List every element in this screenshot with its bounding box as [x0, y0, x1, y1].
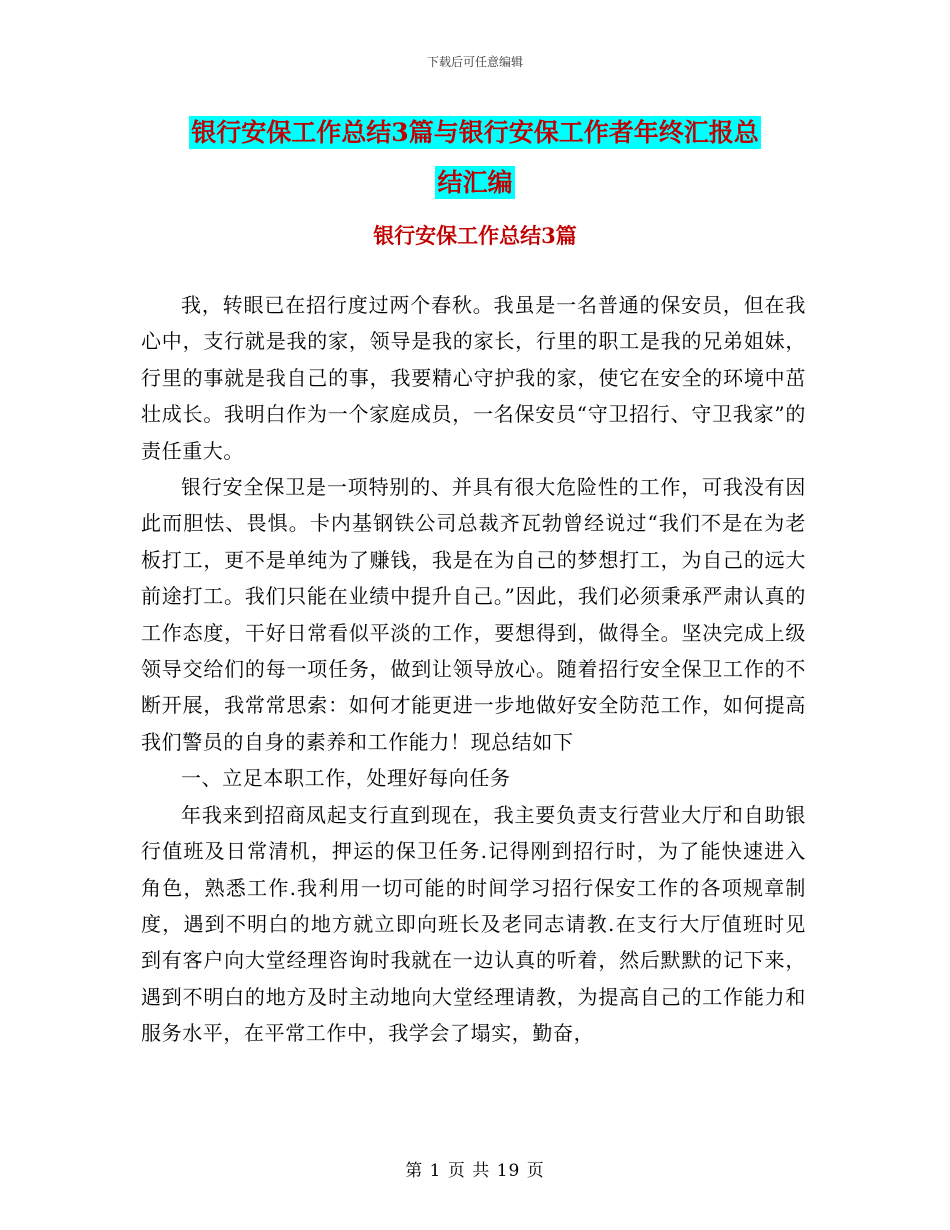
section-subtitle: 银行安保工作总结3篇: [373, 223, 577, 248]
page-number: 第 1 页 共 19 页: [405, 1161, 545, 1181]
document-title: [140, 108, 810, 208]
header-note: 下载后可任意编辑: [426, 55, 523, 69]
section-heading-1: 一、立足本职工作，处理好每向任务: [181, 766, 511, 791]
paragraph-2: 银行安全保卫是一项特别的、并具有很大危险性的工作，可我没有因此而胆怯、畏惧。卡内基钢铁公司总裁齐瓦勃曾经说过“我们不是在为老板打工，更不是单纯为了赚钱，我是在为自己的梦想打工，为自己的远大前途打工。我们只能在业绩中提升自己。”因此，我们必须秉承严肃认真的工作态度，干好日常看似平淡的工作，要想得到，做得全。坚决完成上级领导交给们的每一项任务，做到让领导放心。随着招行安全保卫工作的不断开展，我常常思索：如何才能更进一步地做好安全防范工作，如何提高我们警员的自身的素养和工作能力！现总结如下: [141, 475, 806, 754]
title-line-2: 结汇编: [437, 168, 513, 197]
title-line-1: 银行安保工作总结3篇与银行安保工作者年终汇报总: [191, 118, 759, 147]
document-body: [141, 287, 806, 1052]
paragraph-3: 年我来到招商凤起支行直到现在，我主要负责支行营业大厅和自助银行值班及日常清机，押运的保卫任务.记得刚到招行时，为了能快速进入角色，熟悉工作.我利用一切可能的时间学习招行保安工作的各项规章制度，遇到不明白的地方就立即向班长及老同志请教.在支行大厅值班时见到有客户向大堂经理咨询时我就在一边认真的听着，然后默默的记下来，遇到不明白的地方及时主动地向大堂经理请教，为提高自己的工作能力和服务水平，在平常工作中，我学会了塌实，勤奋，: [141, 802, 806, 1046]
paragraph-1: 我，转眼已在招行度过两个春秋。我虽是一名普通的保安员，但在我心中，支行就是我的家，领导是我的家长，行里的职工是我的兄弟姐妹，行里的事就是我自己的事，我要精心守护我的家，使它在安全的环境中茁壮成长。我明白作为一个家庭成员，一名保安员“守卫招行、守卫我家”的责任重大。: [141, 293, 806, 463]
